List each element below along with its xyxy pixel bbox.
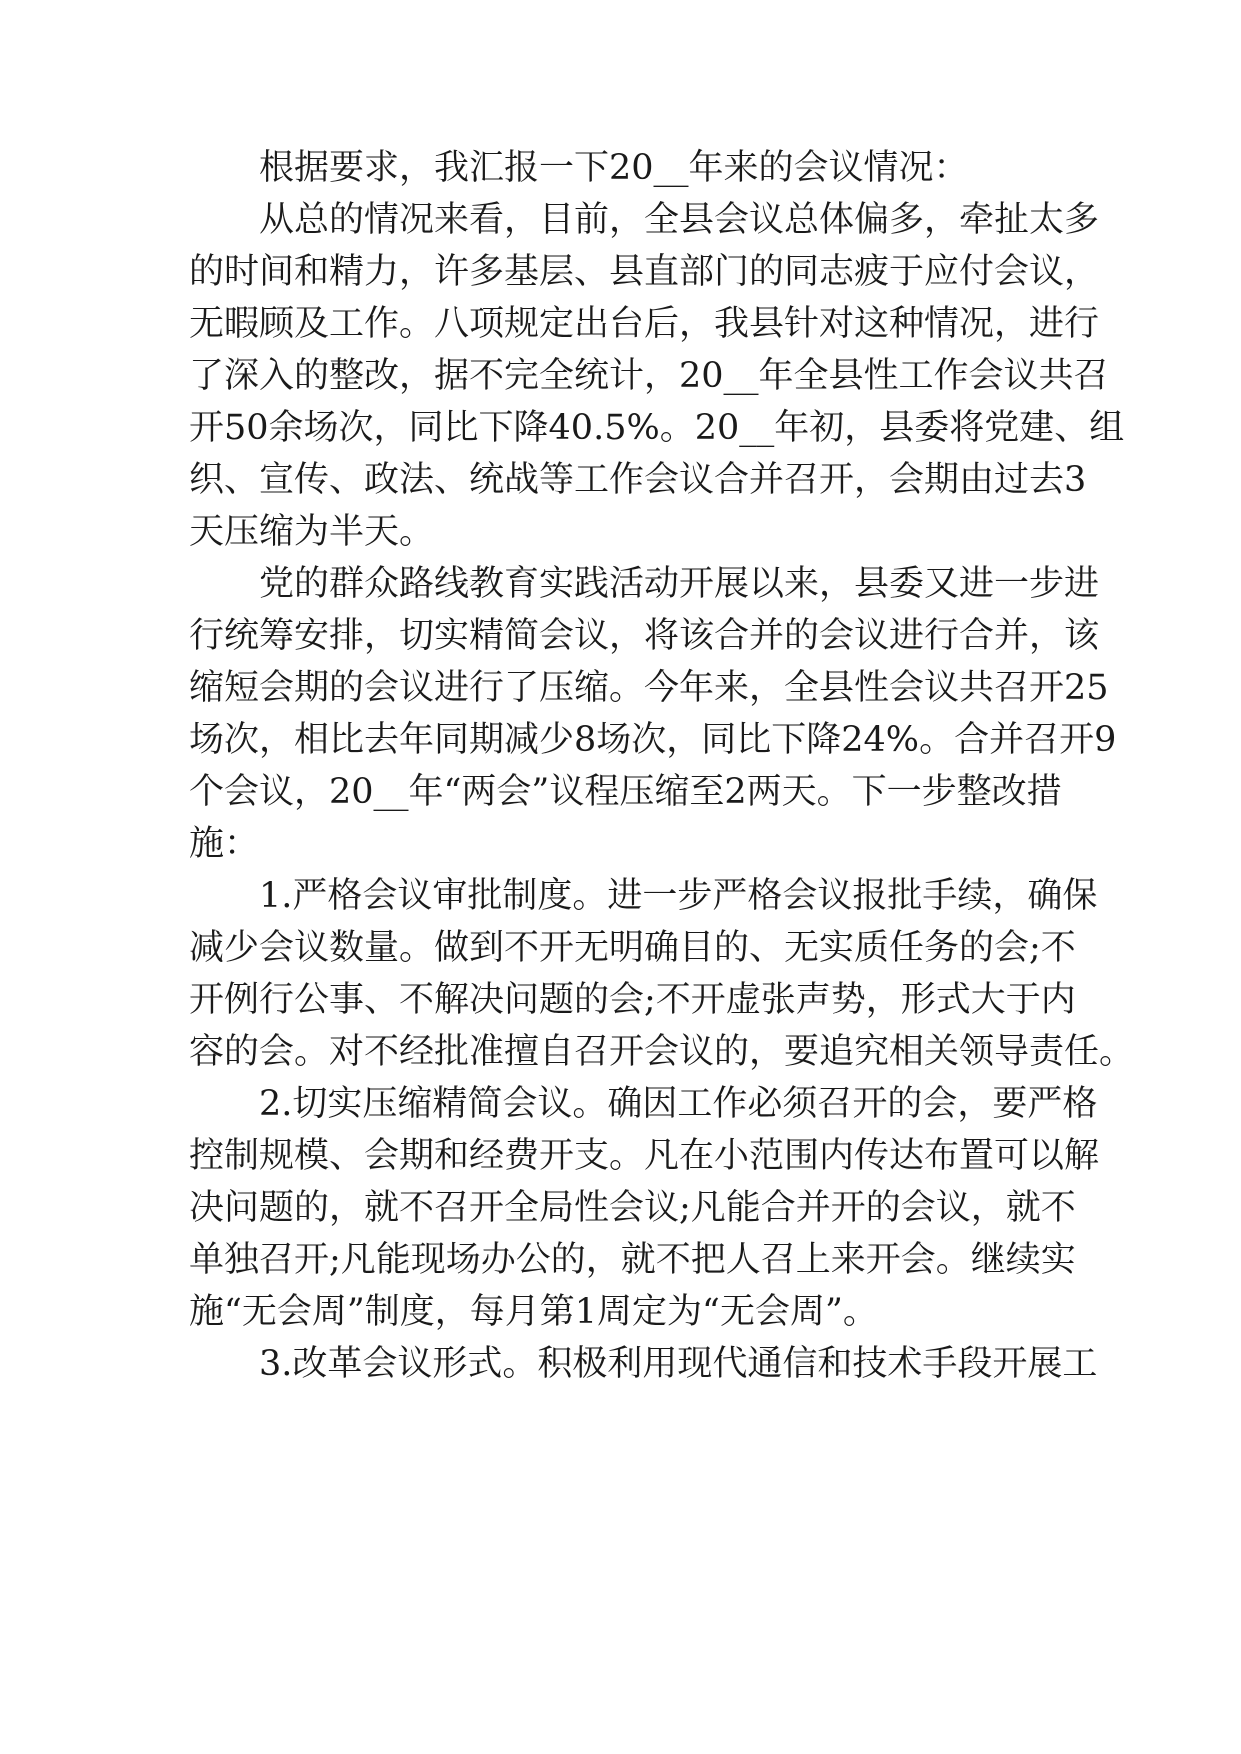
text-line: 决问题的，就不召开全局性会议;凡能合并开的会议，就不 bbox=[189, 1188, 1076, 1228]
text-line: 容的会。对不经批准擅自召开会议的，要追究相关领导责任。 bbox=[189, 1032, 1135, 1072]
text-line: 了深入的整改，据不完全统计，20__年全县性工作会议共召 bbox=[189, 356, 1109, 396]
text-line: 从总的情况来看，目前，全县会议总体偏多，牵扯太多 bbox=[259, 200, 1100, 240]
text-line: 施“无会周”制度，每月第1周定为“无会周”。 bbox=[189, 1292, 878, 1332]
text-line: 控制规模、会期和经费开支。凡在小范围内传达布置可以解 bbox=[189, 1136, 1100, 1176]
text-line: 开例行公事、不解决问题的会;不开虚张声势，形式大于内 bbox=[189, 980, 1076, 1020]
text-line: 根据要求，我汇报一下20__年来的会议情况： bbox=[259, 148, 969, 188]
text-line: 织、宣传、政法、统战等工作会议合并召开，会期由过去3 bbox=[189, 460, 1087, 500]
text-line: 减少会议数量。做到不开无明确目的、无实质任务的会;不 bbox=[189, 928, 1076, 968]
text-line: 党的群众路线教育实践活动开展以来，县委又进一步进 bbox=[259, 564, 1100, 604]
text-line: 个会议，20__年“两会”议程压缩至2两天。下一步整改措 bbox=[189, 772, 1062, 812]
text-line: 1.严格会议审批制度。进一步严格会议报批手续，确保 bbox=[259, 876, 1098, 916]
text-line: 无暇顾及工作。八项规定出台后，我县针对这种情况，进行 bbox=[189, 304, 1100, 344]
text-line: 行统筹安排，切实精简会议，将该合并的会议进行合并，该 bbox=[189, 616, 1100, 656]
text-line: 开50余场次，同比下降40.5%。20__年初，县委将党建、组 bbox=[189, 408, 1125, 448]
text-line: 的时间和精力，许多基层、县直部门的同志疲于应付会议， bbox=[189, 252, 1100, 292]
text-line: 3.改革会议形式。积极利用现代通信和技术手段开展工 bbox=[259, 1344, 1098, 1384]
text-line: 缩短会期的会议进行了压缩。今年来，全县性会议共召开25 bbox=[189, 668, 1109, 708]
text-line: 天压缩为半天。 bbox=[189, 512, 435, 552]
text-line: 施： bbox=[189, 824, 260, 864]
text-line: 场次，相比去年同期减少8场次，同比下降24%。合并召开9 bbox=[189, 720, 1117, 760]
text-line: 2.切实压缩精简会议。确因工作必须召开的会，要严格 bbox=[259, 1084, 1098, 1124]
text-line: 单独召开;凡能现场办公的，就不把人召上来开会。继续实 bbox=[189, 1240, 1076, 1280]
